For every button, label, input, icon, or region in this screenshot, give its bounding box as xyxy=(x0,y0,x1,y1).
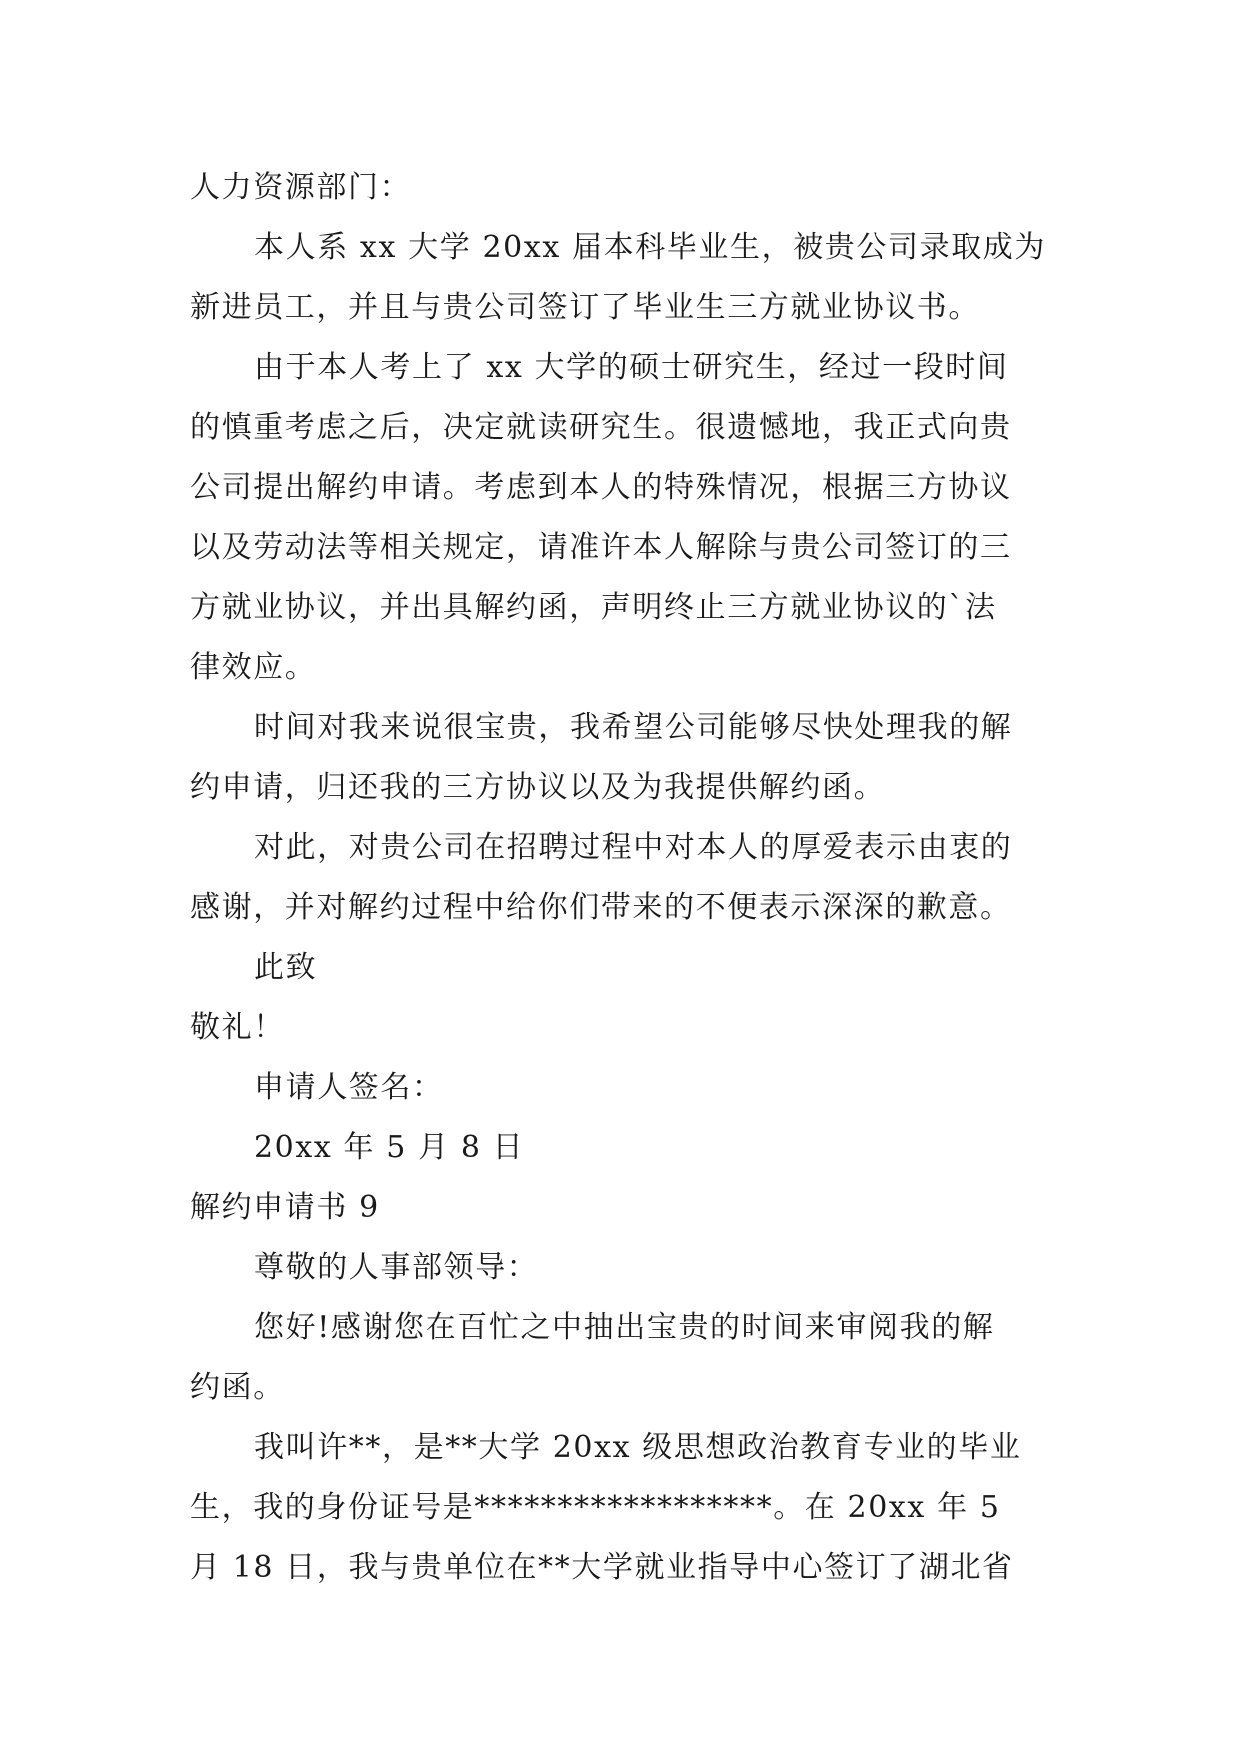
paragraph-line: 方就业协议，并出具解约函，声明终止三方就业协议的`法 xyxy=(190,590,997,625)
paragraph-line: 以及劳动法等相关规定，请准许本人解除与贵公司签订的三 xyxy=(190,530,1012,565)
paragraph-line: 时间对我来说很宝贵，我希望公司能够尽快处理我的解 xyxy=(254,710,1013,745)
paragraph-line: 月 18 日，我与贵单位在**大学就业指导中心签订了湖北省 xyxy=(190,1550,1014,1585)
paragraph-line: 约申请，归还我的三方协议以及为我提供解约函。 xyxy=(190,770,886,805)
paragraph-line: 公司提出解约申请。考虑到本人的特殊情况，根据三方协议 xyxy=(190,470,1012,505)
signature-label: 申请人签名： xyxy=(254,1070,444,1105)
paragraph-line: 约函。 xyxy=(190,1370,285,1405)
paragraph-line: 由于本人考上了 xx 大学的硕士研究生，经过一段时间 xyxy=(254,350,1009,385)
paragraph-line: 生，我的身份证号是******************。在 20xx 年 5 xyxy=(190,1490,1001,1525)
closing-line: 此致 xyxy=(254,950,318,985)
paragraph-line: 律效应。 xyxy=(190,650,317,685)
paragraph-line: 感谢，并对解约过程中给你们带来的不便表示深深的歉意。 xyxy=(190,890,1012,925)
salutation-line: 尊敬的人事部领导： xyxy=(254,1250,539,1285)
section-title: 解约申请书 9 xyxy=(190,1190,380,1225)
paragraph-line: 新进员工，并且与贵公司签订了毕业生三方就业协议书。 xyxy=(190,290,980,325)
paragraph-line: 您好!感谢您在百忙之中抽出宝贵的时间来审阅我的解 xyxy=(254,1310,995,1345)
paragraph-line: 本人系 xx 大学 20xx 届本科毕业生，被贵公司录取成为 xyxy=(254,230,1046,265)
document-body xyxy=(190,158,1070,1598)
salutation-line: 人力资源部门： xyxy=(190,170,412,205)
paragraph-line: 我叫许**，是**大学 20xx 级思想政治教育专业的毕业 xyxy=(254,1430,1022,1465)
paragraph-line: 对此，对贵公司在招聘过程中对本人的厚爱表示由衷的 xyxy=(254,830,1013,865)
date-line: 20xx 年 5 月 8 日 xyxy=(254,1130,525,1165)
paragraph-line: 的慎重考虑之后，决定就读研究生。很遗憾地，我正式向贵 xyxy=(190,410,1012,445)
closing-line: 敬礼！ xyxy=(190,1010,285,1045)
